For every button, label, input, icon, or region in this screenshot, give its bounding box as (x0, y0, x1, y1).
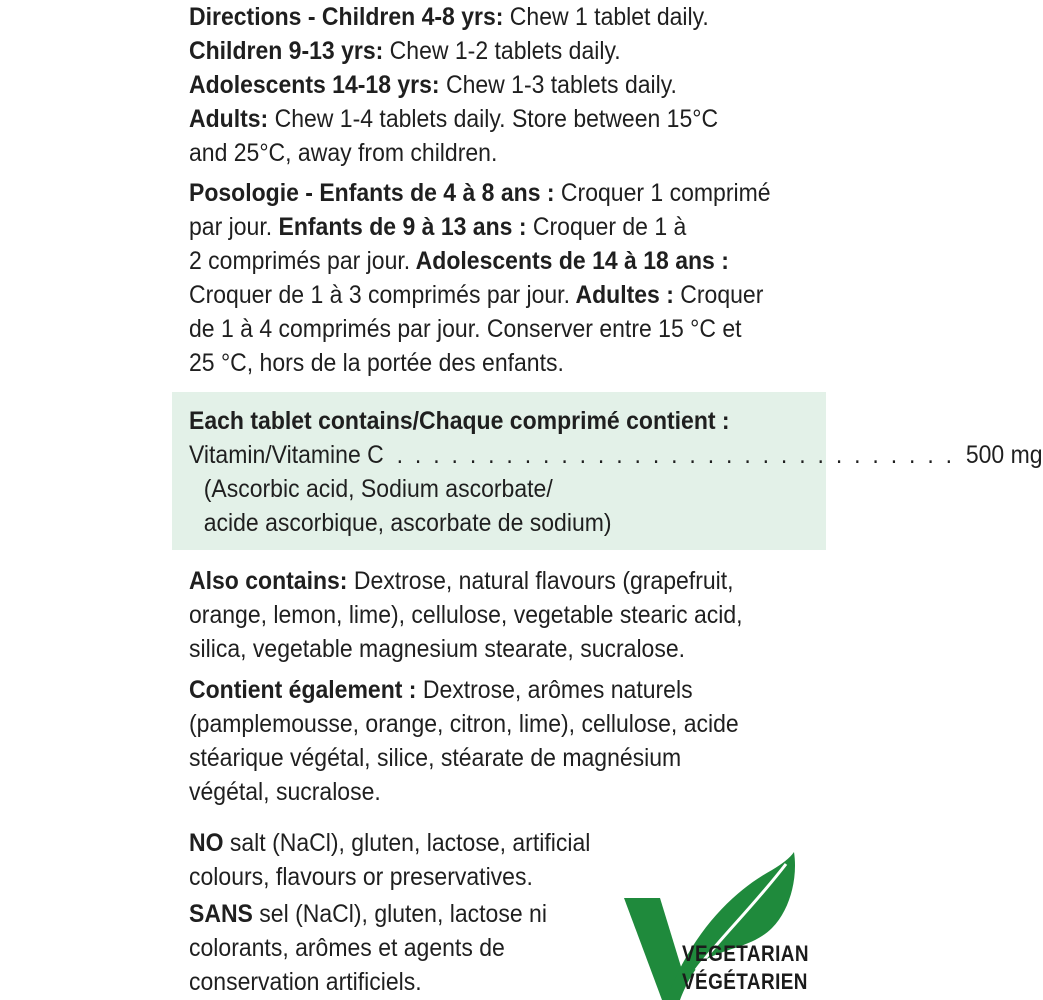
text-span: Dextrose, arômes naturels (416, 676, 693, 704)
text-line (189, 775, 778, 809)
text-span: Chew 1 tablet daily. (503, 3, 709, 31)
text-span: colorants, arômes et agents de (189, 934, 505, 962)
bold-label: Adultes : (569, 281, 674, 309)
directions-line (189, 34, 778, 68)
text-line (189, 965, 621, 999)
text-span: 25 °C, hors de la portée des enfants. (189, 349, 564, 377)
directions-french (189, 176, 778, 380)
directions-line (189, 278, 778, 312)
free-from-french (189, 897, 621, 999)
text-span: de 1 à 4 comprimés par jour. Conserver entre 15 °C et (189, 315, 742, 343)
text-span: Dextrose, natural flavours (grapefruit, (347, 567, 734, 595)
contents-heading (189, 404, 778, 438)
text-line (189, 897, 621, 931)
text-span: (pamplemousse, orange, citron, lime), cellulose, acide (189, 710, 739, 738)
bold-label: Children 9-13 yrs: (189, 37, 384, 65)
text-span: stéarique végétal, silice, stéarate de magnésium (189, 744, 682, 772)
text-span: Chew 1-3 tablets daily. (439, 71, 677, 99)
text-line (189, 860, 621, 894)
directions-line (189, 176, 778, 210)
bold-label: SANS (189, 900, 253, 928)
directions-line (189, 210, 778, 244)
text-span: Chew 1-4 tablets daily. Store between 15°C (268, 105, 719, 133)
text-span: (Ascorbic acid, Sodium ascorbate/ (203, 475, 553, 503)
bold-label: Posologie - Enfants de 4 à 8 ans : (189, 179, 555, 207)
directions-line (189, 312, 778, 346)
text-span: 2 comprimés par jour. (189, 247, 411, 275)
text-span: acide ascorbique, ascorbate de sodium) (203, 509, 612, 537)
dot-leader: . . . . . . . . . . . . . . . . . . . . . . . . . . . . . . . (396, 441, 955, 469)
ingredient-name: Vitamin/Vitamine C (189, 441, 384, 469)
tablet-contents (189, 404, 1043, 540)
bold-label: NO (189, 829, 224, 857)
text-line (189, 931, 621, 965)
text-line (189, 826, 621, 860)
bold-label: Enfants de 9 à 13 ans : (272, 213, 527, 241)
text-span: silica, vegetable magnesium stearate, sucralose. (189, 635, 686, 663)
text-line (189, 598, 778, 632)
directions-line (189, 102, 778, 136)
text-span: Croquer 1 comprimé (554, 179, 771, 207)
vegetarian-badge (622, 852, 822, 1000)
text-span: Croquer de 1 à 3 comprimés par jour. (189, 281, 570, 309)
text-line (189, 707, 778, 741)
ingredient-row (189, 438, 1043, 472)
directions-line (189, 68, 778, 102)
text-span: orange, lemon, lime), cellulose, vegetable stearic acid, (189, 601, 743, 629)
text-span: sel (NaCl), gluten, lactose ni (252, 900, 547, 928)
ingredient-source (189, 472, 778, 506)
directions-line (189, 244, 778, 278)
text-span: salt (NaCl), gluten, lactose, artificial (223, 829, 591, 857)
bold-label: Also contains: (189, 567, 348, 595)
badge-label-french: VÉGÉTARIEN (682, 969, 808, 994)
directions-line (189, 0, 778, 34)
bold-label: Directions - Children 4-8 yrs: (189, 3, 504, 31)
directions-line (189, 346, 778, 380)
ingredient-amount: 500 mg (965, 441, 1043, 469)
text-span: and 25°C, away from children. (189, 139, 498, 167)
text-line (189, 673, 778, 707)
also-contains-french (189, 673, 778, 809)
ingredient-source (189, 506, 778, 540)
bold-label: Adults: (189, 105, 269, 133)
bold-label: Adolescents 14-18 yrs: (189, 71, 440, 99)
directions-line (189, 136, 778, 170)
text-line (189, 564, 778, 598)
text-span: végétal, sucralose. (189, 778, 381, 806)
text-span: colours, flavours or preservatives. (189, 863, 533, 891)
badge-label-english: VEGETARIAN (682, 941, 809, 966)
free-from-english (189, 826, 621, 894)
text-span: conservation artificiels. (189, 968, 422, 996)
also-contains-english (189, 564, 778, 666)
bold-label: Adolescents de 14 à 18 ans : (410, 247, 729, 275)
bold-label: Contient également : (189, 676, 417, 704)
text-span: par jour. (189, 213, 273, 241)
bold-label: Each tablet contains/Chaque comprimé contient : (189, 407, 730, 435)
text-span: Chew 1-2 tablets daily. (383, 37, 621, 65)
text-span: Croquer de 1 à (526, 213, 687, 241)
text-line (189, 741, 778, 775)
directions-english (189, 0, 778, 170)
text-span: Croquer (673, 281, 764, 309)
text-line (189, 632, 778, 666)
